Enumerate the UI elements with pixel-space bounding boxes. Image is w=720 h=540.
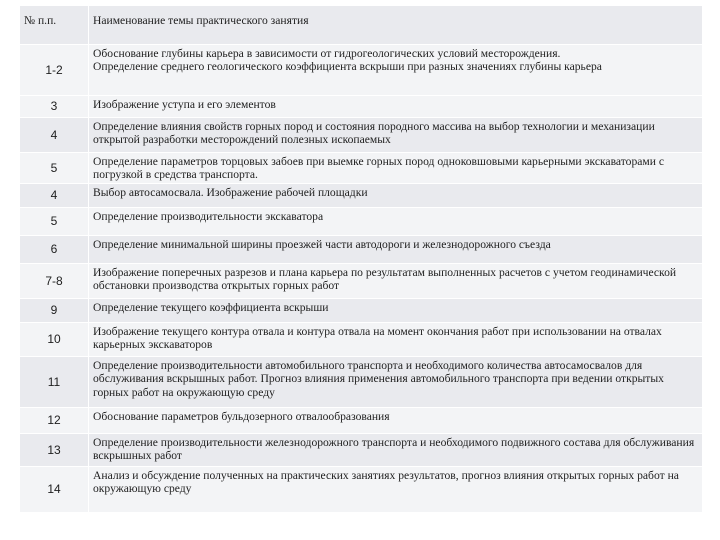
table-row [20, 183, 703, 207]
table-row [20, 263, 703, 298]
row-number: 5 [20, 153, 89, 184]
row-topic: Определение влияния свойств горных пород и состояния породного массива на выбор технологии и механизации открытой разработки месторождений полезных ископаемых [89, 118, 703, 153]
row-number: 12 [20, 407, 89, 433]
row-topic: Обоснование параметров бульдозерного отвалообразования [89, 407, 703, 433]
table-row [20, 466, 703, 512]
row-topic [89, 45, 703, 96]
row-topic: Определение параметров торцовых забоев при выемке горных пород одноковшовыми карьерными экскаваторами с погрузкой в средства транспорта. [89, 153, 703, 184]
row-topic: Определение производительности железнодорожного транспорта и необходимого подвижного состава для обслуживания вскрышных работ [89, 433, 703, 466]
row-topic: Выбор автосамосвала. Изображение рабочей площадки [89, 183, 703, 207]
table-row [20, 407, 703, 433]
row-number: 1-2 [20, 45, 89, 96]
row-topic: Изображение уступа и его элементов [89, 96, 703, 118]
row-topic-line: Обоснование глубины карьера в зависимости от гидрогеологических условий месторождения. [93, 47, 561, 60]
row-topic: Изображение текущего контура отвала и контура отвала на момент окончания работ при использовании на отвалах карьерных экскаваторов [89, 322, 703, 356]
table-row [20, 96, 703, 118]
row-topic: Определение производительности экскаватора [89, 207, 703, 235]
table-row [20, 235, 703, 263]
table-row [20, 322, 703, 356]
row-number: 13 [20, 433, 89, 466]
row-number: 4 [20, 118, 89, 153]
row-number: 5 [20, 207, 89, 235]
row-topic: Определение минимальной ширины проезжей части автодороги и железнодорожного съезда [89, 235, 703, 263]
row-number: 6 [20, 235, 89, 263]
row-topic-line: Определение среднего геологического коэффициента вскрыши при разных значениях глубины карьера [93, 60, 602, 74]
row-number: 10 [20, 322, 89, 356]
header-number-cell: № п.п. [20, 6, 89, 45]
row-topic: Изображение поперечных разрезов и плана карьера по результатам выполненных расчетов с учетом геодинамической обстановки производства открытых горных работ [89, 263, 703, 298]
table-row [20, 356, 703, 407]
row-number: 3 [20, 96, 89, 118]
row-topic: Определение текущего коэффициента вскрыши [89, 298, 703, 322]
row-number: 9 [20, 298, 89, 322]
table-row [20, 45, 703, 96]
row-number: 11 [20, 356, 89, 407]
table-row [20, 298, 703, 322]
table-row [20, 153, 703, 184]
table-row [20, 433, 703, 466]
row-topic: Определение производительности автомобильного транспорта и необходимого количества автосамосвалов для обслуживания вскрышных работ. Прогноз влияния применения автомобильного транспорта при ведении открытых горных работ на окружающую среду [89, 356, 703, 407]
header-topic-cell: Наименование темы практического занятия [89, 6, 703, 45]
row-topic: Анализ и обсуждение полученных на практических занятиях результатов, прогноз влияния открытых горных работ на окружающую среду [89, 466, 703, 512]
row-number: 4 [20, 183, 89, 207]
practical-topics-table [19, 5, 703, 513]
table-row [20, 118, 703, 153]
row-number: 14 [20, 466, 89, 512]
table-row [20, 207, 703, 235]
table-header-row [20, 6, 703, 45]
row-number: 7-8 [20, 263, 89, 298]
